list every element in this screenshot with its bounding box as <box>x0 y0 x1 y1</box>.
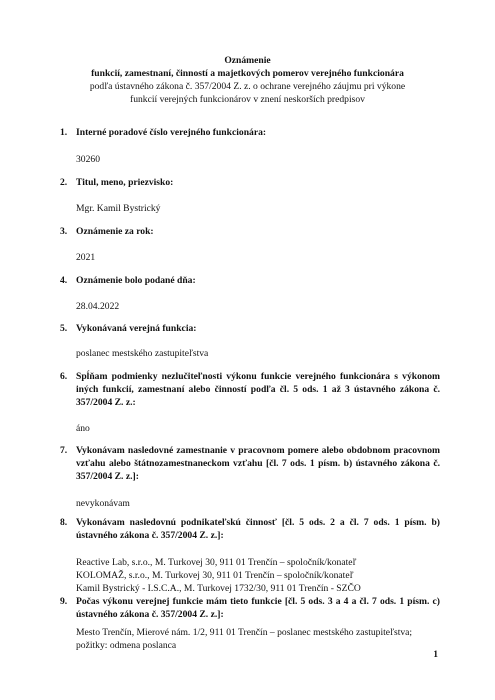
document-subtitle: funkcií, zamestnaní, činností a majetkových pomerov verejného funkcionára <box>91 68 404 79</box>
section-number: 1. <box>60 127 68 138</box>
section-8-answer <box>76 556 446 595</box>
business-activity-line: KOLOMAŽ, s.r.o., M. Turkovej 30, 911 01 Trenčín – spoločník/konateľ <box>76 570 354 581</box>
document-title: Oznámenie <box>224 55 271 66</box>
section-6-heading <box>60 370 440 409</box>
section-number: 2. <box>60 177 68 188</box>
section-3-answer: 2021 <box>76 252 96 263</box>
section-5-heading <box>60 322 440 335</box>
section-3-heading <box>60 225 440 238</box>
section-title: Interné poradové číslo verejného funkcionára: <box>76 127 267 138</box>
section-number: 6. <box>60 371 68 382</box>
section-4-heading <box>60 274 440 287</box>
section-9-heading <box>60 595 440 621</box>
section-title: Oznámenie bolo podané dňa: <box>76 275 196 286</box>
legal-reference-line: podľa ústavného zákona č. 357/2004 Z. z. o ochrane verejného záujmu pri výkone <box>89 81 406 92</box>
section-6-answer: áno <box>76 423 90 434</box>
public-function-line: Mesto Trenčín, Mierové nám. 1/2, 911 01 Trenčín – poslanec mestského zastupiteľstva; <box>76 627 413 638</box>
section-1-answer: 30260 <box>76 154 100 165</box>
section-2-answer: Mgr. Kamil Bystrický <box>76 203 161 214</box>
section-5-answer: poslanec mestského zastupiteľstva <box>76 348 209 359</box>
section-number: 3. <box>60 226 68 237</box>
section-number: 8. <box>60 517 68 528</box>
page-number: 1 <box>433 649 438 660</box>
section-number: 4. <box>60 275 68 286</box>
section-2-heading <box>60 176 440 189</box>
section-title: Vykonávaná verejná funkcia: <box>76 323 197 334</box>
section-4-answer: 28.04.2022 <box>76 301 120 312</box>
business-activity-line: Kamil Bystrický - I.S.C.A., M. Turkovej 1732/30, 911 01 Trenčín - SZČO <box>76 583 361 594</box>
section-number: 9. <box>60 596 68 607</box>
business-activity-line: Reactive Lab, s.r.o., M. Turkovej 30, 911 01 Trenčín – spoločník/konateľ <box>76 557 357 568</box>
section-title: Vykonávam nasledovnú podnikateľskú činnosť [čl. 5 ods. 2 a čl. 7 ods. 1 písm. b) ústavného zákona č. 357/2004 Z. z.]: <box>76 517 440 541</box>
section-number: 7. <box>60 445 68 456</box>
section-title: Vykonávam nasledovné zamestnanie v pracovnom pomere alebo obdobnom pracovnom vzťahu alebo štátnozamestnaneckom vzťahu [čl. 7 ods. 1 písm. b) ústavného zákona č. 357/2004 Z. z.]: <box>76 445 440 482</box>
section-7-heading <box>60 444 440 483</box>
section-7-answer: nevykonávam <box>76 498 130 509</box>
section-1-heading <box>60 126 440 139</box>
public-function-line: požitky: odmena poslanca <box>76 640 177 651</box>
section-title: Počas výkonu verejnej funkcie mám tieto funkcie [čl. 5 ods. 3 a 4 a čl. 7 ods. 1 písm. c) ústavného zákona č. 357/2004 Z. z.]: <box>76 596 440 620</box>
section-9-answer <box>76 626 456 652</box>
section-number: 5. <box>60 323 68 334</box>
section-8-heading <box>60 516 440 542</box>
legal-reference-line-2: funkcií verejných funkcionárov v znení neskorších predpisov <box>130 94 365 105</box>
section-title: Oznámenie za rok: <box>76 226 154 237</box>
section-title: Titul, meno, priezvisko: <box>76 177 174 188</box>
section-title: Spĺňam podmienky nezlučiteľnosti výkonu funkcie verejného funkcionára s výkonom iných funkcií, zamestnaní alebo činností podľa čl. 5 ods. 1 až 3 ústavného zákona č. 357/2004 Z. z.: <box>76 371 440 408</box>
document-header <box>0 54 495 106</box>
